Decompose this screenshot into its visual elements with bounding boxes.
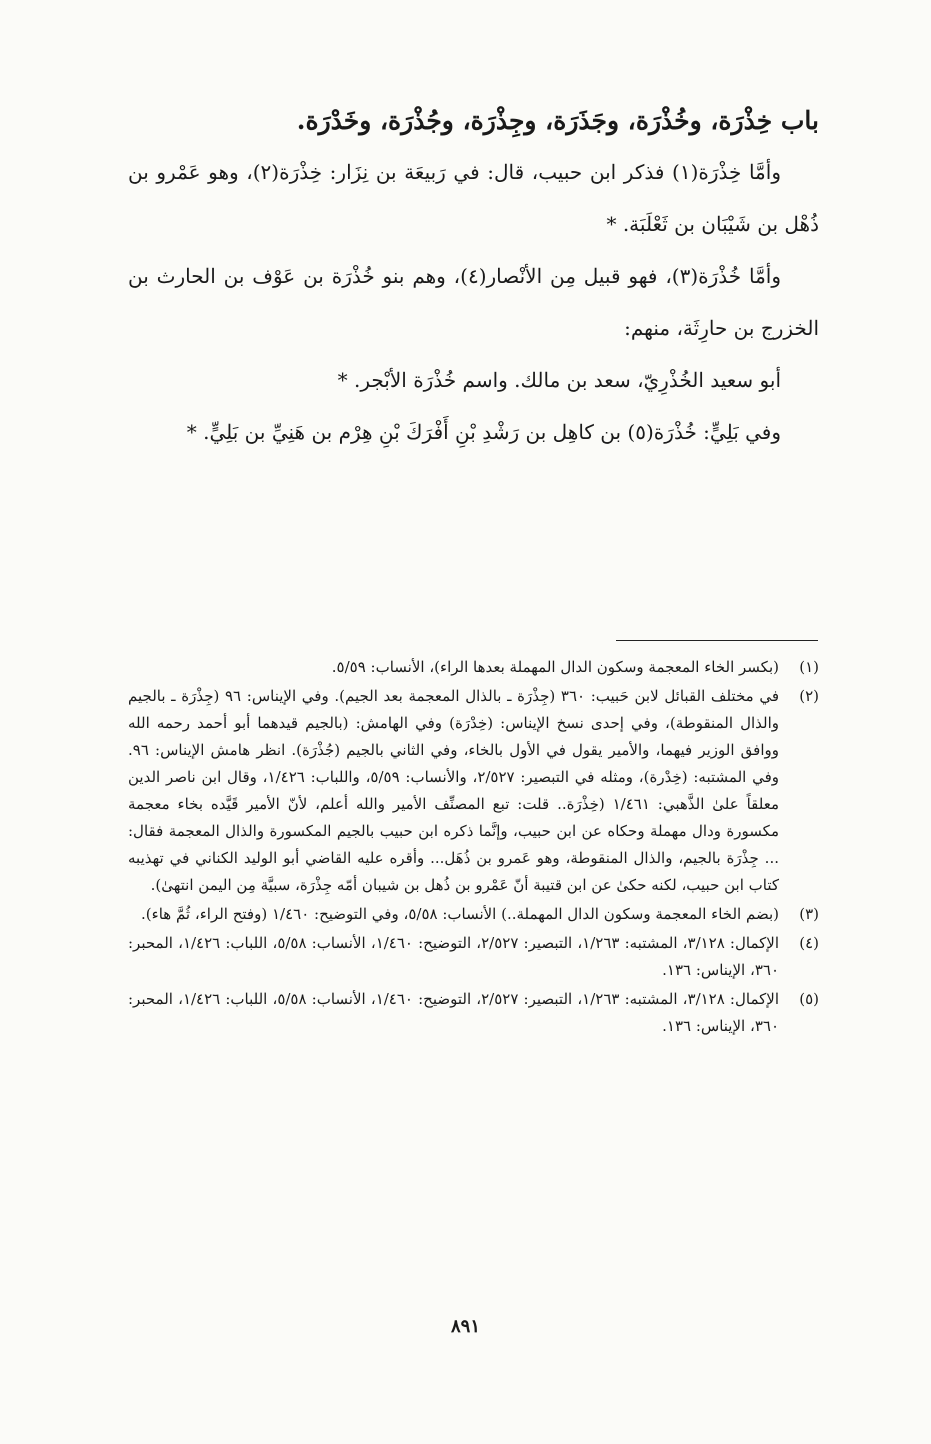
footnote-number: (٢) <box>799 687 819 705</box>
footnote-number: (٥) <box>799 990 819 1008</box>
footnote-separator <box>616 640 818 641</box>
chapter-heading: باب خِذْرَة، وخُذْرَة، وجَذَرَة، وجِذْرَة، وجُذْرَة، وخَدْرَة. <box>296 106 819 135</box>
paragraph-3: أبو سعيد الخُذْرِيّ، سعد بن مالك. واسم خُذْرَة الأبْجر. * <box>337 368 781 392</box>
footnote-text: (بكسر الخاء المعجمة وسكون الدال المهملة بعدها الراء)، الأنساب: ٥/٥٩. <box>331 658 779 676</box>
footnote-1 <box>128 654 819 681</box>
footnote-text: الإكمال: ٣/١٢٨، المشتبه: ١/٢٦٣، التبصير: ٢/٥٢٧، التوضيح: ١/٤٦٠، الأنساب: ٥/٥٨، اللباب: ١/٤٢٦، المحبر: ٣٦٠، الإيناس: ١٣٦. <box>128 934 779 979</box>
book-page <box>0 96 931 1444</box>
main-text <box>128 146 819 458</box>
footnote-5 <box>128 986 819 1040</box>
page-number: ٨٩١ <box>450 1316 480 1337</box>
paragraph-1: وأمَّا خِذْرَة(١) فذكر ابن حبيب، قال: في رَبيعَة بن نِزَار: خِذْرَة(٢)، وهو عَمْرو بن ذُهْل بن شَيْبَان بن ثَعْلَبَة. * <box>128 160 819 236</box>
footnote-2 <box>128 683 819 899</box>
footnote-text: الإكمال: ٣/١٢٨، المشتبه: ١/٢٦٣، التبصير: ٢/٥٢٧، التوضيح: ١/٤٦٠، الأنساب: ٥/٥٨، اللباب: ١/٤٢٦، المحبر: ٣٦٠، الإيناس: ١٣٦. <box>128 990 779 1035</box>
footnotes <box>128 654 819 1042</box>
footnote-number: (٣) <box>799 905 819 923</box>
footnote-text: (بضم الخاء المعجمة وسكون الدال المهملة..) الأنساب: ٥/٥٨، وفي التوضيح: ١/٤٦٠ (وفتح الراء، ثُمَّ هاء). <box>141 905 779 923</box>
footnote-number: (١) <box>799 658 819 676</box>
footnote-3 <box>128 901 819 928</box>
paragraph-4: وفي بَلِيٍّ: خُذْرَة(٥) بن كاهِل بن رَشْدِ بْنِ أَفْرَكَ بْنِ هِرْم بن هَنِيِّ بن بَلِيٍّ. * <box>186 420 781 444</box>
footnote-text: في مختلف القبائل لابن حَبيب: ٣٦٠ (جِذْرَة ـ بالذال المعجمة بعد الجيم). وفي الإيناس: ٩٦ (جِذْرَة ـ بالجيم والذال المنقوطة)، وفي إحدى نسخ الإيناس: (خِدْرَة) وفي الهامش: (بالجيم قيدهما أبو أحمد رحمه الله ووافق الوزير فيهما، والأمير يقول في الأول بالخاء، وفي الثاني بالجيم (جُذْرَة). انظر هامش الإيناس: ٩٦. وفي المشتبه: (خِدْرة)، ومثله في التبصير: ٢/٥٢٧، والأنساب: ٥/٥٩، واللباب: ١/٤٢٦، وقال ابن ناصر الدين معلقاً علىٰ الذَّهبي: ١/٤٦١ (خِذْرَة.. قلت: تبع المصنِّف الأمير والله أعلم، لأنّ الأمير قَيَّده بخاء معجمة مكسورة ودال مهملة وحكاه عن ابن حبيب، وإنَّما ذكره ابن حبيب بالجيم المكسورة والذال المعجمة فقال: ... جِذْرَة بالجيم، والذال المنقوطة، وهو عَمرو بن ذُهَل... وأقره عليه القاضي أبو الوليد الكناني في تهذيبه كتاب ابن حبيب، لكنه حكىٰ عن ابن قتيبة أنّ عَمْرو بن ذُهل بن شيبان أمّه جِذْرَة، سبيَّة مِن اليمن انتهىٰ). <box>128 687 779 894</box>
footnote-number: (٤) <box>799 934 819 952</box>
footnote-4 <box>128 930 819 984</box>
paragraph-2: وأمَّا خُذْرَة(٣)، فهو قبيل مِن الأنْصار(٤)، وهم بنو خُذْرَة بن عَوْف بن الحارث بن الخزرج بن حارِثَة، منهم: <box>128 264 819 340</box>
